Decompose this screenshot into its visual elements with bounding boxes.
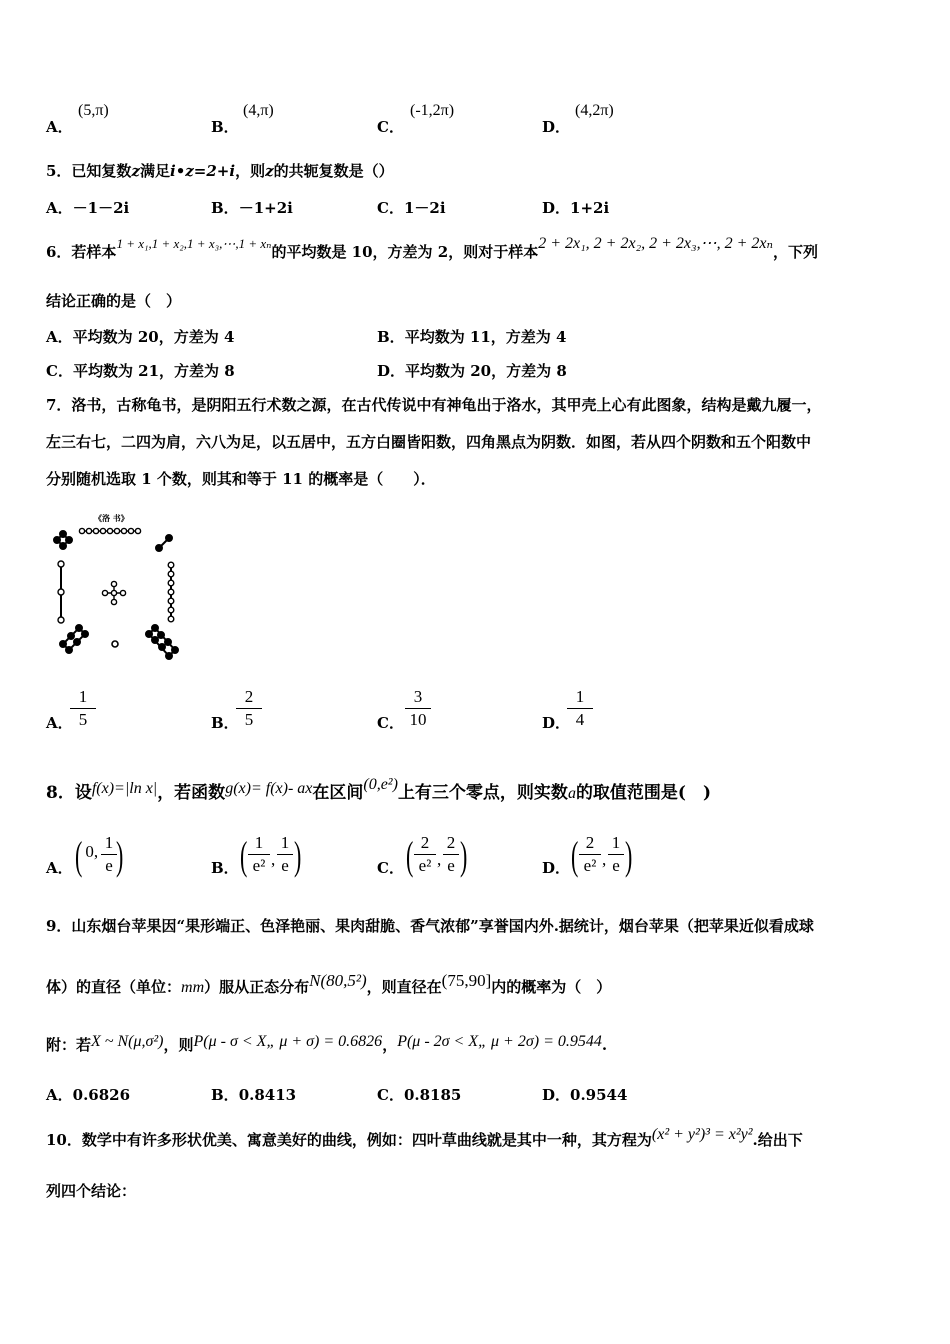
q7-option-d-fraction (567, 687, 593, 730)
q5-option-a (46, 197, 129, 218)
luoshu-four (54, 531, 72, 549)
luoshu-nine (79, 528, 140, 533)
q5-equation: i•z=2+i (170, 162, 236, 180)
q8-option-b-den-2: e (281, 856, 289, 875)
q6-option-d-label: D． (377, 362, 406, 380)
luoshu-three (58, 561, 64, 623)
q8-option-b-num-1: 1 (248, 833, 270, 855)
q4-option-b-label: B． (211, 118, 239, 136)
q5-stem (46, 161, 394, 181)
q8-option-c-den-2: e (447, 856, 455, 875)
luoshu-one (112, 641, 118, 647)
q4-option-a-value: (5,π) (78, 102, 109, 119)
q6-option-b-value: 平均数为 11，方差为 4 (404, 328, 567, 346)
q9-option-a (46, 1084, 130, 1105)
q9-option-c-value: 0.8185 (403, 1086, 462, 1104)
q5-option-c-value: 1－2i (403, 199, 446, 217)
q9-range: (75,90] (441, 971, 492, 990)
q5-stem-text-c: ，则 (235, 162, 266, 180)
q9-option-b (211, 1084, 296, 1105)
q8-option-d-den-2: e (612, 856, 620, 875)
q6-option-a-value: 平均数为 20，方差为 4 (72, 328, 235, 346)
q7-option-c-label: C． (377, 714, 404, 732)
q5-stem-text-d: 的共轭复数是（） (273, 162, 394, 180)
q8-option-c-comma: , (437, 850, 442, 869)
luoshu-five (102, 581, 125, 604)
q8-option-c-num-2: 2 (443, 833, 459, 855)
q8-option-c-num-1: 2 (414, 833, 436, 855)
luoshu-two (156, 535, 172, 551)
q7-option-b-fraction (236, 687, 262, 730)
q7-option-c-fraction (405, 687, 431, 730)
q7-option-d-num: 1 (567, 687, 593, 709)
q9-option-d-label: D． (542, 1086, 571, 1104)
q4-option-d-label: D． (542, 118, 571, 136)
q8-option-c-rparen: ) (459, 833, 468, 878)
q8-option-d-lparen: ( (570, 833, 579, 878)
q5-var-z-2: z (265, 162, 274, 180)
q8-option-c-fraction-1 (414, 833, 436, 876)
q8-option-d-rparen: ) (624, 833, 633, 878)
q5-var-z: z (131, 162, 140, 180)
q6-stem-text-c: ，下列 (772, 243, 818, 261)
q8-option-a-lparen: ( (74, 833, 83, 878)
q9-unit-mm: mm (181, 979, 205, 996)
q5-stem-text-b: 满足 (139, 162, 170, 180)
q6-option-a (46, 326, 234, 347)
q7-option-d-label: D． (542, 714, 571, 732)
q4-option-a-label: A． (46, 118, 73, 136)
q8-option-b-label: B． (211, 859, 239, 877)
q8-option-d-fraction-1 (579, 833, 601, 876)
q6-option-d (377, 360, 567, 381)
q10-equation: (x² + y²)³ = x²y² (651, 1126, 753, 1143)
q8-var-a: a (567, 785, 576, 802)
q8-option-a-den: e (105, 856, 113, 875)
q8-option-a-num: 1 (101, 833, 117, 855)
q6-option-b (377, 326, 566, 347)
q5-option-d-label: D． (542, 199, 571, 217)
q6-stem (46, 235, 818, 263)
q8-option-b-rparen: ) (293, 833, 302, 878)
q9-note-prob-2: P(μ - 2σ < X„ μ + 2σ) = 0.9544 (397, 1033, 602, 1050)
q9-note-prob-1: P(μ - σ < X„ μ + σ) = 0.6826 (193, 1033, 383, 1050)
luoshu-diagram (48, 510, 188, 670)
q8-stem (46, 776, 712, 807)
q9-stem-text-c: ，则直径在 (366, 978, 442, 996)
q4-option-d-value: (4,2π) (575, 102, 614, 119)
q8-option-d-label: D． (542, 859, 571, 877)
q9-note (46, 1035, 607, 1056)
q8-option-b-fraction-1 (248, 833, 270, 876)
q8-option-b-num-2: 1 (277, 833, 293, 855)
q5-option-b-label: B． (211, 199, 239, 217)
q7-option-b-den: 5 (244, 710, 254, 729)
q9-distribution: N(80,5²) (309, 971, 367, 990)
q6-stem-text-b: 的平均数是 10，方差为 2，则对于样本 (271, 243, 539, 261)
q4-option-b-value: (4,π) (243, 102, 274, 119)
q8-option-a-interval (72, 832, 98, 879)
q9-option-b-label: B． (211, 1086, 239, 1104)
q7-option-d-den: 4 (575, 710, 585, 729)
q8-stem-text-d: 上有三个零点，则实数 (397, 783, 568, 803)
q5-option-b-value: －1+2i (238, 199, 293, 217)
q9-note-normal: X ~ N(μ,σ²) (91, 1033, 164, 1050)
q9-stem-text-d: 内的概率为（ ） (491, 978, 612, 996)
luoshu-figure (48, 510, 188, 670)
q4-option-c-label: C． (377, 118, 404, 136)
q9-note-text-c: ， (382, 1036, 398, 1054)
q9-option-c (377, 1084, 461, 1105)
q9-note-text-b: ，则 (163, 1036, 194, 1054)
q4-option-c-value: (-1,2π) (410, 102, 455, 119)
q9-stem-text-a: 体）的直径（单位： (46, 978, 182, 996)
q10-stem-text-b: .给出下 (752, 1131, 803, 1149)
q6-option-a-label: A． (46, 328, 73, 346)
q5-option-b (211, 197, 293, 218)
q8-option-a-label: A． (46, 859, 73, 877)
q9-note-text-a: 附：若 (46, 1036, 92, 1054)
luoshu-caption: 《洛 书》 (94, 513, 129, 523)
q7-stem-line-2: 左三右七，二四为肩，六八为足，以五居中，五方白圈皆阳数，四角黑点为阴数．如图，若从四个阴数和五个阳数中 (46, 433, 812, 451)
q9-stem-line-1: 9．山东烟台苹果因“果形端正、色泽艳丽、果肉甜脆、香气浓郁”享誉国内外.据统计，烟台苹果（把苹果近似看成球 (46, 917, 814, 935)
q8-stem-text-e: 的取值范围是( ) (575, 783, 712, 803)
q7-option-c-den: 10 (409, 710, 427, 729)
q7-option-b-num: 2 (236, 687, 262, 709)
q8-option-d-comma: , (602, 850, 607, 869)
q8-interval: (0,e²) (363, 776, 398, 793)
q10-stem-text-a: 10．数学中有许多形状优美、寓意美好的曲线，例如：四叶草曲线就是其中一种，其方程为 (46, 1131, 652, 1149)
q7-option-a-label: A． (46, 714, 73, 732)
q6-option-d-value: 平均数为 20，方差为 8 (405, 362, 567, 380)
q9-note-text-d: . (601, 1036, 608, 1054)
q8-option-d-den-1: e² (583, 856, 597, 875)
q5-option-d-value: 1+2i (570, 199, 610, 217)
q8-option-a-rparen: ) (115, 833, 124, 878)
q9-option-a-value: 0.6826 (72, 1086, 131, 1104)
q9-option-c-label: C． (377, 1086, 404, 1104)
q9-option-a-label: A． (46, 1086, 73, 1104)
q6-stem-line-2: 结论正确的是（ ） (46, 292, 182, 310)
q8-option-c-den-1: e² (418, 856, 432, 875)
q6-sample-2: 2 + 2x₁, 2 + 2x₂, 2 + 2x₃,⋯, 2 + 2xₙ (538, 235, 773, 252)
q5-option-a-value: －1－2i (72, 199, 130, 217)
q8-option-b-lparen: ( (239, 833, 248, 878)
luoshu-seven (168, 562, 174, 622)
q8-option-b-den-1: e² (252, 856, 266, 875)
q7-option-a-num: 1 (70, 687, 96, 709)
q5-option-c (377, 197, 446, 218)
q8-stem-text-c: 在区间 (312, 783, 364, 803)
q6-stem-text-a: 6．若样本 (46, 243, 117, 261)
q6-option-c (46, 360, 235, 381)
q5-option-a-label: A． (46, 199, 73, 217)
q9-stem-text-b: ）服从正态分布 (204, 978, 310, 996)
q8-stem-text-a: 8．设 (46, 783, 92, 803)
luoshu-six (60, 625, 88, 653)
q8-option-c-label: C． (377, 859, 404, 877)
q7-stem-line-1: 7．洛书，古称龟书，是阴阳五行术数之源，在古代传说中有神龟出于洛水，其甲壳上心有此图象，结构是戴九履一， (46, 396, 822, 414)
q8-function-f: f(x)=|ln x| (91, 780, 158, 797)
q7-option-b-label: B． (211, 714, 239, 732)
q9-stem-line-2 (46, 971, 612, 998)
q8-option-a-lhs: 0, (85, 842, 99, 861)
q7-option-a-fraction (70, 687, 96, 730)
q6-option-c-label: C． (46, 362, 73, 380)
q5-option-d (542, 197, 609, 218)
q8-option-d-num-2: 1 (608, 833, 624, 855)
q6-option-c-value: 平均数为 21，方差为 8 (72, 362, 235, 380)
q8-stem-text-b: ，若函数 (157, 783, 226, 803)
q8-option-c-lparen: ( (405, 833, 414, 878)
q8-option-b-comma: , (271, 850, 276, 869)
q9-option-d (542, 1084, 627, 1105)
q6-option-b-label: B． (377, 328, 405, 346)
q10-stem-line-2: 列四个结论： (46, 1182, 137, 1200)
q5-stem-text-a: 5．已知复数 (46, 162, 132, 180)
q6-sample-1: 1 + x₁,1 + x₂,1 + x₃,⋯,1 + xₙ (116, 236, 272, 251)
luoshu-eight (146, 625, 178, 659)
q8-option-d-num-1: 2 (579, 833, 601, 855)
q7-option-c-num: 3 (405, 687, 431, 709)
q8-function-g: g(x)= f(x)- ax (225, 780, 313, 797)
q9-option-b-value: 0.8413 (238, 1086, 297, 1104)
q10-stem-line-1 (46, 1126, 803, 1151)
q7-option-a-den: 5 (78, 710, 88, 729)
q9-option-d-value: 0.9544 (570, 1086, 628, 1104)
q7-stem-line-3: 分别随机选取 1 个数，则其和等于 11 的概率是（ ）． (46, 470, 436, 488)
q5-option-c-label: C． (377, 199, 404, 217)
